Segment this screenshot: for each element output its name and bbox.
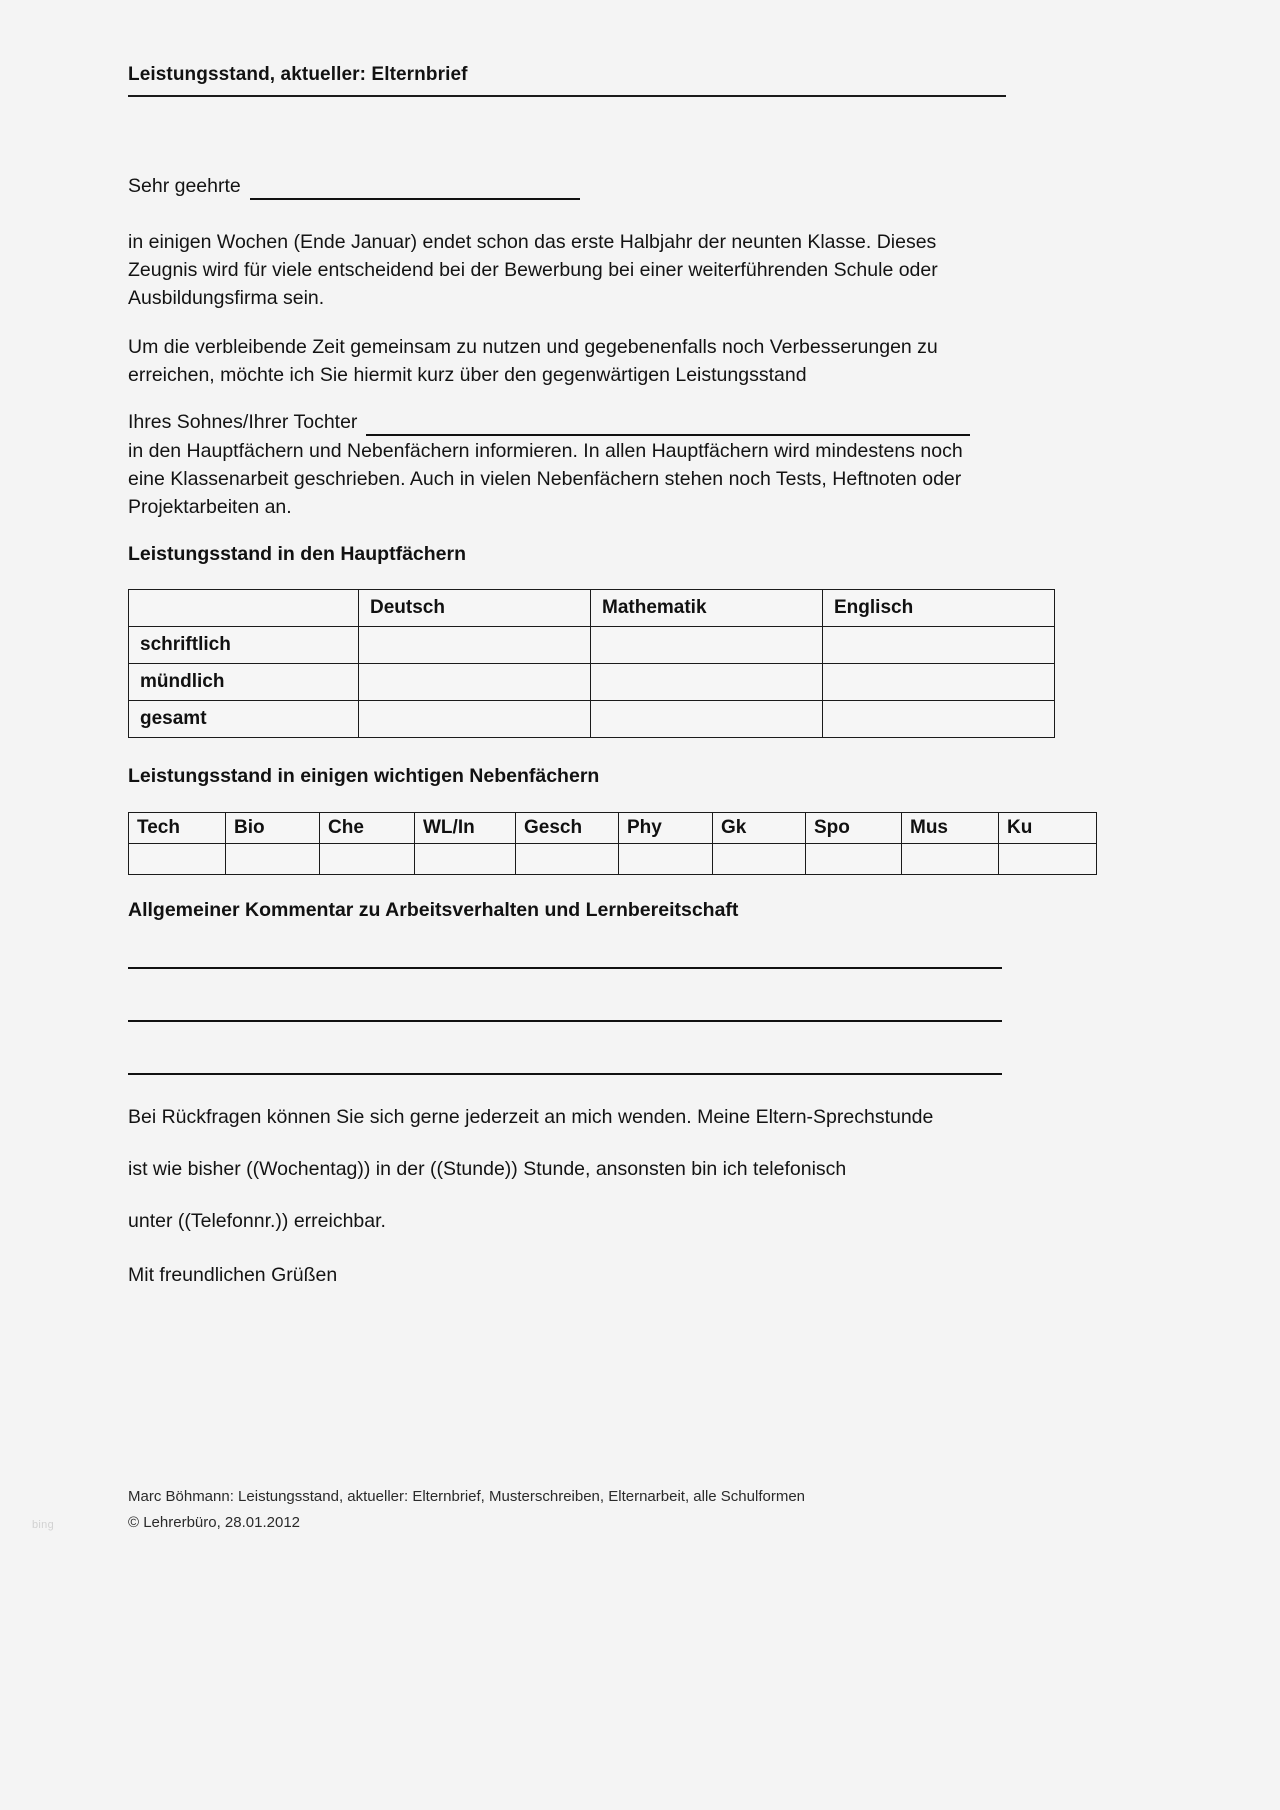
cell-mus[interactable] bbox=[902, 844, 999, 875]
column-header-deutsch: Deutsch bbox=[359, 590, 591, 627]
table-nebenfaecher bbox=[128, 812, 1097, 875]
row-label-gesamt: gesamt bbox=[129, 701, 359, 738]
cell-gesamt-englisch[interactable] bbox=[823, 701, 1055, 738]
closing-line-3: unter ((Telefonnr.)) erreichbar. bbox=[128, 1210, 386, 1232]
table-header-row bbox=[129, 813, 1097, 844]
table-hauptfaecher bbox=[128, 589, 1055, 738]
cell-schriftlich-deutsch[interactable] bbox=[359, 627, 591, 664]
cell-che[interactable] bbox=[320, 844, 415, 875]
column-header-wlin: WL/In bbox=[415, 813, 516, 844]
footer-credit: Marc Böhmann: Leistungsstand, aktueller: Elternbrief, Musterschreiben, Elternarbeit, alle Schulformen bbox=[128, 1488, 805, 1505]
footer-copyright: © Lehrerbüro, 28.01.2012 bbox=[128, 1514, 301, 1531]
table-row bbox=[129, 701, 1055, 738]
table-row bbox=[129, 664, 1055, 701]
row-label-muendlich: mündlich bbox=[129, 664, 359, 701]
cell-bio[interactable] bbox=[226, 844, 320, 875]
table-header-row bbox=[129, 590, 1055, 627]
cell-gesamt-deutsch[interactable] bbox=[359, 701, 591, 738]
cell-muendlich-englisch[interactable] bbox=[823, 664, 1055, 701]
heading-nebenfaecher: Leistungsstand in einigen wichtigen Nebenfächern bbox=[128, 765, 600, 787]
cell-ku[interactable] bbox=[999, 844, 1097, 875]
child-name-label: Ihres Sohnes/Ihrer Tochter bbox=[128, 411, 358, 433]
column-header-spo: Spo bbox=[806, 813, 902, 844]
closing-greeting: Mit freundlichen Grüßen bbox=[128, 1264, 338, 1286]
closing-line-2: ist wie bisher ((Wochentag)) in der ((Stunde)) Stunde, ansonsten bin ich telefonisch bbox=[128, 1158, 847, 1180]
heading-kommentar: Allgemeiner Kommentar zu Arbeitsverhalten und Lernbereitschaft bbox=[128, 899, 739, 921]
table-row bbox=[129, 844, 1097, 875]
row-label-schriftlich: schriftlich bbox=[129, 627, 359, 664]
comment-line-1[interactable] bbox=[128, 967, 1002, 969]
column-header-phy: Phy bbox=[619, 813, 713, 844]
column-header-englisch: Englisch bbox=[823, 590, 1055, 627]
cell-muendlich-mathematik[interactable] bbox=[591, 664, 823, 701]
cell-gk[interactable] bbox=[713, 844, 806, 875]
table-corner-cell bbox=[129, 590, 359, 627]
salutation-row bbox=[128, 172, 580, 200]
comment-line-2[interactable] bbox=[128, 1020, 1002, 1022]
table-row bbox=[129, 627, 1055, 664]
column-header-tech: Tech bbox=[129, 813, 226, 844]
column-header-gesch: Gesch bbox=[516, 813, 619, 844]
column-header-che: Che bbox=[320, 813, 415, 844]
column-header-mathematik: Mathematik bbox=[591, 590, 823, 627]
column-header-bio: Bio bbox=[226, 813, 320, 844]
cell-tech[interactable] bbox=[129, 844, 226, 875]
child-name-row bbox=[128, 408, 1006, 436]
salutation-fill-line[interactable] bbox=[250, 178, 580, 200]
bing-watermark: bing bbox=[32, 1519, 54, 1531]
child-name-fill-line[interactable] bbox=[366, 414, 970, 436]
heading-hauptfaecher: Leistungsstand in den Hauptfächern bbox=[128, 543, 467, 565]
cell-gesch[interactable] bbox=[516, 844, 619, 875]
cell-spo[interactable] bbox=[806, 844, 902, 875]
cell-schriftlich-englisch[interactable] bbox=[823, 627, 1055, 664]
salutation-label: Sehr geehrte bbox=[128, 175, 241, 197]
column-header-mus: Mus bbox=[902, 813, 999, 844]
closing-line-1: Bei Rückfragen können Sie sich gerne jederzeit an mich wenden. Meine Eltern-Sprechstunde bbox=[128, 1106, 934, 1128]
cell-phy[interactable] bbox=[619, 844, 713, 875]
cell-wlin[interactable] bbox=[415, 844, 516, 875]
column-header-gk: Gk bbox=[713, 813, 806, 844]
cell-gesamt-mathematik[interactable] bbox=[591, 701, 823, 738]
paragraph-intro: in einigen Wochen (Ende Januar) endet schon das erste Halbjahr der neunten Klasse. Dieses Zeugnis wird für viele entscheidend bei der Bewerbung bei einer weiterführenden Schule oder Ausbildungsfirma sein. bbox=[128, 231, 938, 309]
page-title: Leistungsstand, aktueller: Elternbrief bbox=[128, 64, 1006, 97]
paragraph-verbleibend: Um die verbleibende Zeit gemeinsam zu nutzen und gegebenenfalls noch Verbesserungen zu erreichen, möchte ich Sie hiermit kurz über den gegenwärtigen Leistungsstand bbox=[128, 336, 938, 386]
column-header-ku: Ku bbox=[999, 813, 1097, 844]
paragraph-faecher: in den Hauptfächern und Nebenfächern informieren. In allen Hauptfächern wird mindestens noch eine Klassenarbeit geschrieben. Auch in vielen Nebenfächern stehen noch Tests, Heftnoten oder Projektarbeiten an. bbox=[128, 440, 963, 518]
cell-muendlich-deutsch[interactable] bbox=[359, 664, 591, 701]
cell-schriftlich-mathematik[interactable] bbox=[591, 627, 823, 664]
comment-line-3[interactable] bbox=[128, 1073, 1002, 1075]
